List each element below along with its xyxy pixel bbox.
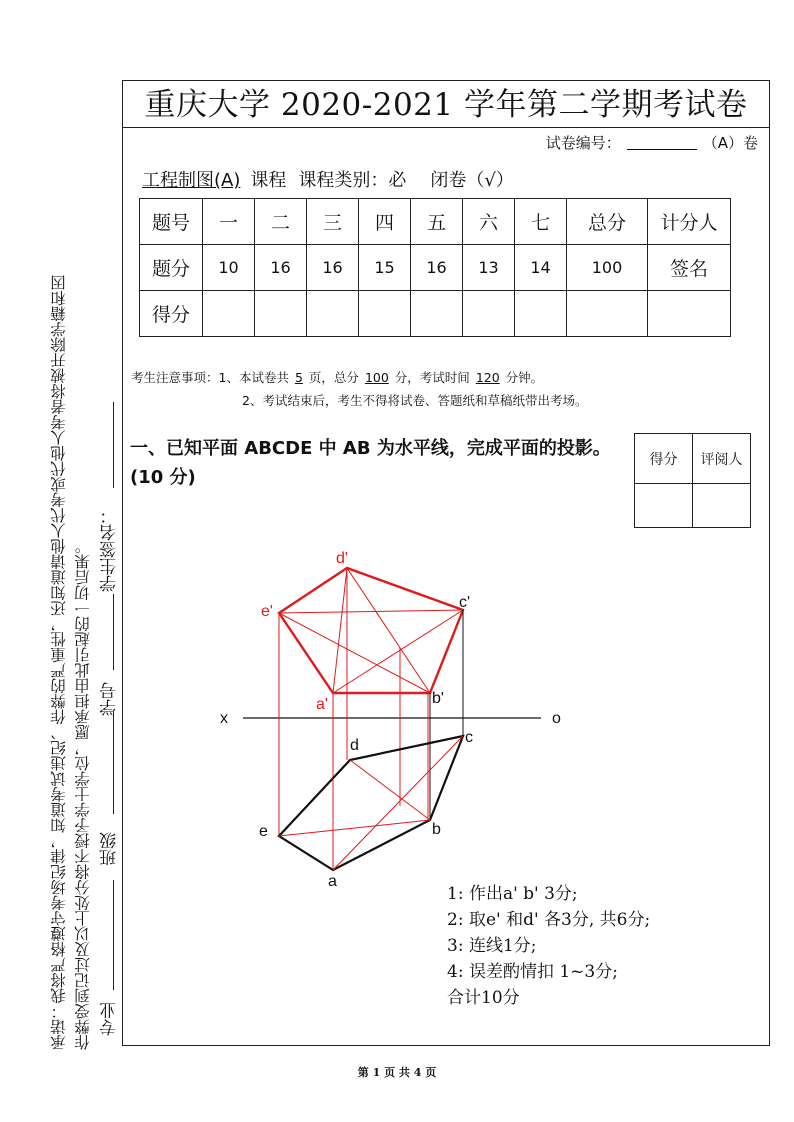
grade-score-label: 得分 (635, 434, 693, 484)
score-cell-header: 七 (515, 199, 567, 245)
page-footer: 第 1 页 共 4 页 (357, 1066, 437, 1079)
label-e: e (259, 823, 268, 840)
score-cell-value: 15 (359, 245, 411, 291)
notes-mid1: 页，总分 (308, 370, 359, 385)
top-view-outline (279, 736, 463, 870)
scoring-line: 3: 连线1分; (447, 936, 537, 956)
major-blank[interactable] (113, 880, 114, 990)
course-name: 工程制图(A) (142, 170, 241, 191)
score-cell-label: 签名 (648, 245, 731, 291)
notes-line2: 2、考试结束后，考生不得将试卷、答题纸和草稿纸带出考场。 (242, 393, 588, 408)
front-view-outline (279, 568, 463, 693)
scoring-line: 2: 取e' 和d' 各3分, 共6分; (447, 910, 651, 930)
notes-prefix: 考生注意事项：1、本试卷共 (131, 370, 289, 385)
class-label: 班级 (100, 832, 120, 866)
label-e-prime: e' (261, 603, 273, 620)
score-cell-header: 四 (359, 199, 411, 245)
score-cell-value: 16 (255, 245, 307, 291)
notes-total: 100 (364, 370, 389, 385)
grade-reviewer-label: 评阅人 (693, 434, 751, 484)
course-type: 课程类别：必 (298, 170, 407, 191)
major-label: 专业 (100, 1002, 120, 1036)
score-cell-header: 三 (307, 199, 359, 245)
score-cell-value: 13 (463, 245, 515, 291)
commitment-line-2: 作弊受到记过及以上处分将不授予学士学位，愿承担由此引起的一切后果。 (74, 538, 92, 1050)
notes-pages: 5 (294, 370, 303, 385)
question-1-text: 一、已知平面 ABCDE 中 AB 为水平线，完成平面的投影。(10 分) (130, 438, 611, 488)
signature-blank[interactable] (113, 402, 114, 488)
notes-time: 120 (475, 370, 500, 385)
scoring-criteria (447, 881, 747, 1011)
top-view (279, 736, 463, 870)
exam-number-label: 试卷编号： (545, 134, 621, 152)
notes-suffix: 分钟。 (505, 370, 544, 385)
label-a-prime: a' (316, 696, 328, 713)
score-cell-value: 10 (203, 245, 255, 291)
label-b: b (432, 821, 441, 838)
score-cell-value: 100 (567, 245, 648, 291)
student-no-label: 学号 (100, 682, 120, 716)
label-o: o (552, 710, 561, 727)
score-cell-header: 二 (255, 199, 307, 245)
projection-lines (430, 610, 463, 820)
scoring-line: 4: 误差酌情扣 1~3分; (447, 962, 618, 982)
signature-label: 学生签名： (100, 507, 120, 592)
label-c: c (465, 729, 473, 746)
label-c-prime: c' (459, 594, 471, 611)
label-d: d (350, 737, 359, 754)
scoring-line: 1: 作出a' b' 3分; (447, 884, 578, 904)
exam-number-suffix: （A）卷 (702, 134, 758, 152)
score-cell-header: 一 (203, 199, 255, 245)
score-cell-value: 16 (411, 245, 463, 291)
score-cell-header: 五 (411, 199, 463, 245)
score-cell-label: 题分 (140, 245, 203, 291)
student-no-blank[interactable] (113, 594, 114, 670)
course-word: 课程 (250, 170, 287, 191)
score-cell-value: 14 (515, 245, 567, 291)
notes-mid2: 分，考试时间 (394, 370, 470, 385)
score-cell-value: 16 (307, 245, 359, 291)
score-cell-header: 题号 (140, 199, 203, 245)
label-a: a (328, 873, 337, 890)
score-cell-header: 六 (463, 199, 515, 245)
score-cell-label: 得分 (140, 291, 203, 337)
commitment-line-1: 承诺：我将严格遵守考场纪律，知道考试违纪、作弊的严重性，还知道请他人代考或代他人考者将被开除学籍和因 (50, 275, 68, 1050)
label-d-prime: d' (336, 550, 348, 567)
score-cell-header: 计分人 (648, 199, 731, 245)
class-blank[interactable] (113, 712, 114, 814)
scoring-line: 合计10分 (447, 988, 520, 1008)
closed-book: 闭卷（√） (430, 170, 514, 191)
score-cell-header: 总分 (567, 199, 648, 245)
label-b-prime: b' (432, 690, 444, 707)
label-x: x (220, 710, 228, 727)
page-title: 重庆大学 2020-2021 学年第二学期考试卷 (122, 80, 770, 128)
